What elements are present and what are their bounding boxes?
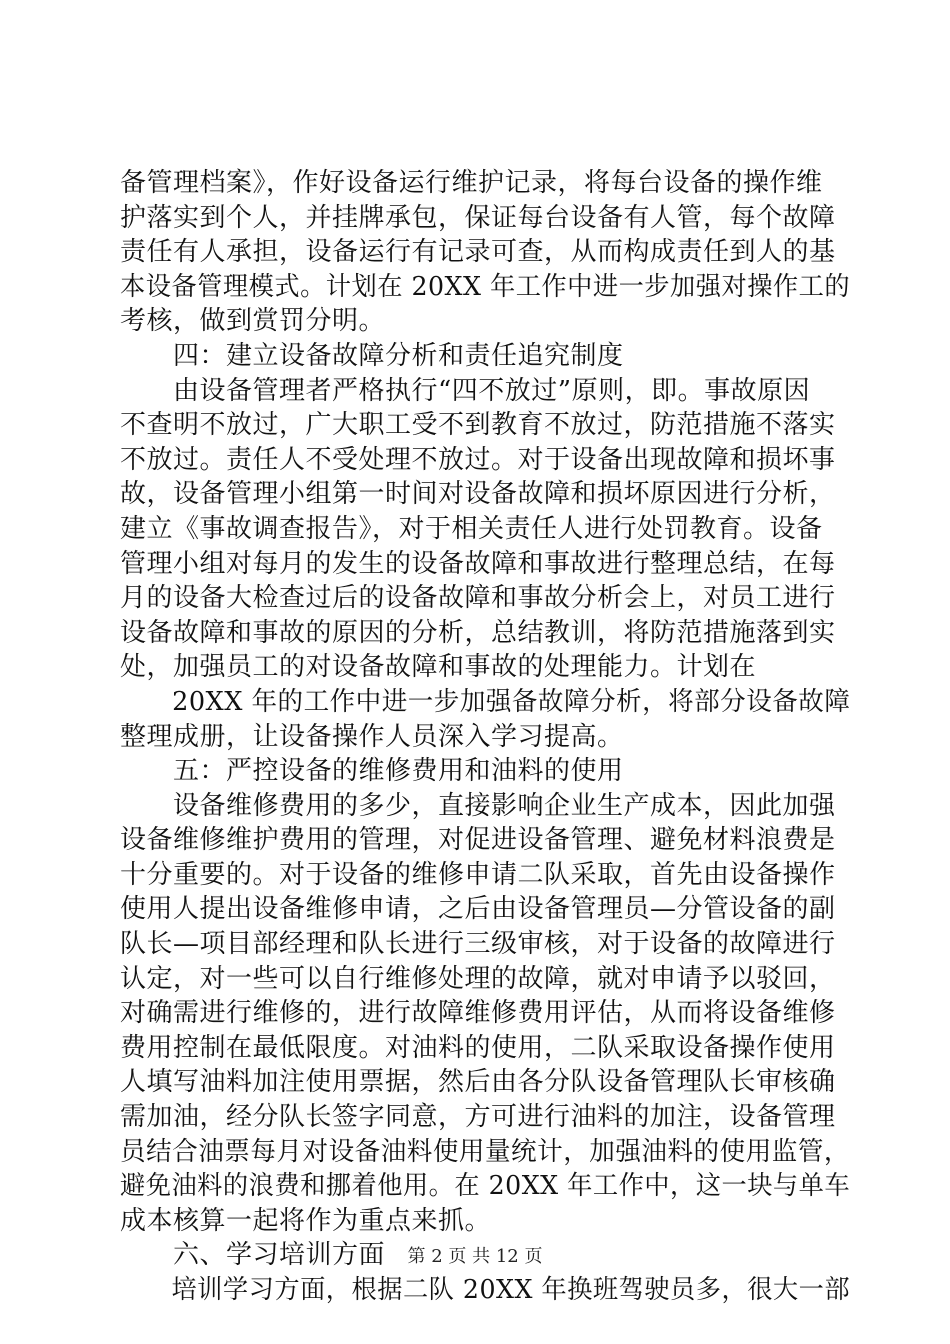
text-line: 整理成册，让设备操作人员深入学习提高。 xyxy=(120,721,624,752)
text-line: 本设备管理模式。计划在 20XX 年工作中进一步加强对操作工的 xyxy=(120,271,851,302)
text-line: 六、学习培训方面 xyxy=(120,1240,386,1271)
text-line: 备管理档案》，作好设备运行维护记录，将每台设备的操作维 xyxy=(120,168,823,198)
text-line: 十分重要的。对于设备的维修申请二队采取，首先由设备操作 xyxy=(120,859,836,890)
text-line: 设备维修费用的多少，直接影响企业生产成本，因此加强 xyxy=(120,790,836,821)
text-line: 护落实到个人，并挂牌承包，保证每台设备有人管，每个故障 xyxy=(120,202,836,233)
page-footer: 第 2 页 共 12 页 xyxy=(407,1246,543,1267)
text-line: 责任有人承担，设备运行有记录可查，从而构成责任到人的基 xyxy=(120,237,836,268)
text-line: 月的设备大检查过后的设备故障和事故分析会上，对员工进行 xyxy=(120,583,836,614)
text-line: 四：建立设备故障分析和责任追究制度 xyxy=(120,340,624,371)
text-line: 避免油料的浪费和挪着他用。在 20XX 年工作中，这一块与单车 xyxy=(120,1171,851,1202)
document-body xyxy=(120,166,850,1308)
text-line: 故，设备管理小组第一时间对设备故障和损坏原因进行分析， xyxy=(120,479,836,510)
text-line: 成本核算一起将作为重点来抓。 xyxy=(120,1205,492,1236)
text-line: 设备维修维护费用的管理，对促进设备管理、避免材料浪费是 xyxy=(120,825,836,856)
text-line: 人填写油料加注使用票据，然后由各分队设备管理队长审核确 xyxy=(120,1067,836,1098)
text-line: 不查明不放过，广大职工受不到教育不放过，防范措施不落实 xyxy=(120,410,836,441)
text-line: 建立《事故调查报告》，对于相关责任人进行处罚教育。设备 xyxy=(120,513,823,544)
text-line: 不放过。责任人不受处理不放过。对于设备出现故障和损坏事 xyxy=(120,444,836,475)
text-line: 认定，对一些可以自行维修处理的故障，就对申请予以驳回， xyxy=(120,963,836,994)
text-line: 队长—项目部经理和队长进行三级审核，对于设备的故障进行 xyxy=(120,929,836,960)
text-line: 需加油，经分队长签字同意，方可进行油料的加注，设备管理 xyxy=(120,1102,836,1133)
text-line: 对确需进行维修的，进行故障维修费用评估，从而将设备维修 xyxy=(120,998,836,1029)
text-line: 费用控制在最低限度。对油料的使用，二队采取设备操作使用 xyxy=(120,1032,836,1063)
text-line: 使用人提出设备维修申请，之后由设备管理员—分管设备的副 xyxy=(120,894,836,925)
text-line: 员结合油票每月对设备油料使用量统计，加强油料的使用监管， xyxy=(120,1136,850,1167)
text-line: 管理小组对每月的发生的设备故障和事故进行整理总结，在每 xyxy=(120,548,836,579)
text-line: 五：严控设备的维修费用和油料的使用 xyxy=(120,756,624,787)
text-line: 处，加强员工的对设备故障和事故的处理能力。计划在 xyxy=(120,652,757,683)
text-line: 培训学习方面，根据二队 20XX 年换班驾驶员多，很大一部 xyxy=(120,1275,851,1305)
text-line: 20XX 年的工作中进一步加强备故障分析，将部分设备故障 xyxy=(120,686,851,717)
text-line: 考核，做到赏罚分明。 xyxy=(120,306,386,337)
text-line: 设备故障和事故的原因的分析，总结教训，将防范措施落到实 xyxy=(120,617,836,648)
text-line: 由设备管理者严格执行“四不放过”原则，即。事故原因 xyxy=(120,375,811,406)
